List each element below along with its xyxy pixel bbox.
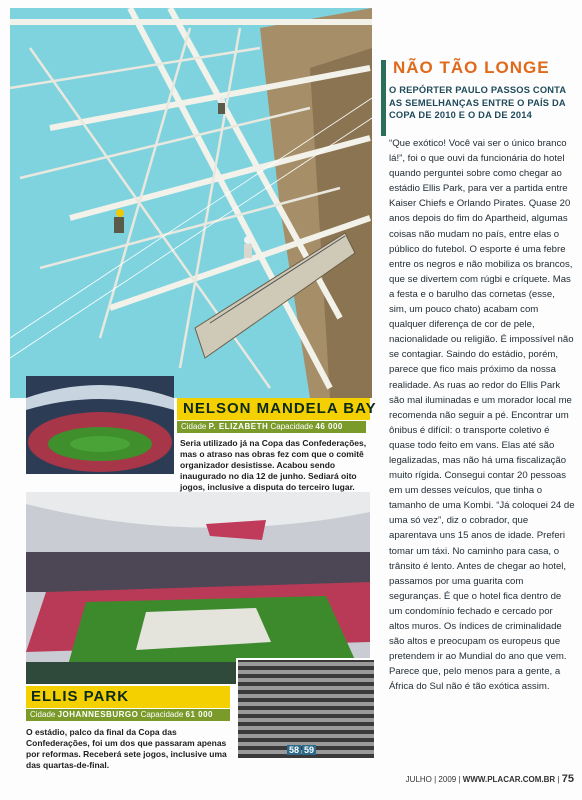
ellis-title: ELLIS PARK <box>31 688 130 705</box>
ellis-city-label: Cidade <box>30 710 56 719</box>
ellis-capacity-label: Capacidade <box>140 710 184 719</box>
ellis-details-bar <box>26 709 230 721</box>
photo-page-58: 58 <box>289 745 300 755</box>
ellis-park-photo <box>26 492 370 684</box>
footer-page-number: 75 <box>561 773 574 785</box>
article-headline: NÃO TÃO LONGE <box>393 58 550 77</box>
ellis-capacity: 61 000 <box>185 710 213 719</box>
nmb-capacity-label: Capacidade <box>270 422 314 431</box>
construction-illustration <box>10 8 372 398</box>
footer-site: WWW.PLACAR.COM.BR <box>462 775 556 784</box>
ellis-caption: O estádio, palco da final da Copa das Confederações, foi um dos que passaram apenas por reformas. Receberá sete jogos, inclusive uma das quartas-de-final. <box>26 727 227 770</box>
article-body: “Que exótico! Você vai ser o único branco lá!”, foi o que ouvi da funcionária do hotel quando perguntei sobre como chegar ao estádio Ellis Park, para ver a partida entre Kaiser Chiefs e Orlando Pirates. Quase 20 anos depois do fim do Apartheid, algumas coisas não mudam no país, entre elas o público do futebol. O esporte é uma febre entre os negros e não mobiliza os brancos, que se divertem com rúgbi e críquete. Mas a festa e o barulho das cornetas (esse, sim, um pouco chato) acabam com qualquer diferença de cor de pele, nacionalidade ou religião. É impossível não se contagiar. Saindo do estádio, porém, parece que fico mais próximo da nossa realidade. As ruas ao redor do Ellis Park são mal iluminadas e um morador local me recomenda não seguir a pé. Encontrar um ônibus é difícil: o transporte coletivo é quase todo feito em vans. Elas até são legalizadas, mas não há uma fiscalização muito rígida. Consegui contar 20 pessoas em um desses veículos, que tinha o tamanho de uma Kombi. “Já coloquei 24 de uma só vez”, diz o cobrador, que aparentava uns 15 anos de idade. Preferi tomar um táxi. No caminho para casa, o trânsito é lento. Antes de chegar ao hotel, passamos por uma guarita com seguranças. É que o hotel fica dentro de um condomínio fechado e cercado por altos muros. Os índices de criminalidade são altos e preocupam os europeus que pretendem ir ao Mundial do ano que vem. Parece que, pelo menos para a gente, a África do Sul não é tão exótica assim. <box>389 138 575 693</box>
nmb-title: NELSON MANDELA BAY <box>183 400 377 417</box>
nmb-stadium-illustration <box>26 376 174 474</box>
nmb-city-label: Cidade <box>181 422 207 431</box>
nmb-city: P. ELIZABETH <box>208 422 269 431</box>
article-accent-bar <box>381 60 386 136</box>
nmb-capacity: 46 000 <box>315 422 343 431</box>
ellis-park-illustration <box>26 492 370 684</box>
page-footer: JULHO | 2009 | WWW.PLACAR.COM.BR | 75 <box>405 773 574 785</box>
photo-page-59: 59 <box>304 745 315 755</box>
photo-page-numbers <box>287 745 317 755</box>
nmb-details-bar <box>177 421 366 433</box>
nmb-caption: Seria utilizado já na Copa das Confederações, mas o atraso nas obras fez com que o comitê organizador desistisse. Acabou sendo inaugurado no dia 12 de junho. Sediará oito jogos, inclusive a disputa do terceiro lugar. <box>180 438 367 492</box>
article-subhead: O REPÓRTER PAULO PASSOS CONTA AS SEMELHANÇAS ENTRE O PAÍS DA COPA DE 2010 E O DA DE 2014 <box>389 85 566 120</box>
nelson-mandela-bay-photo <box>26 376 174 474</box>
footer-issue: JULHO | 2009 <box>405 775 457 784</box>
stadium-construction-photo <box>10 8 372 398</box>
ellis-city: JOHANNESBURGO <box>57 710 139 719</box>
